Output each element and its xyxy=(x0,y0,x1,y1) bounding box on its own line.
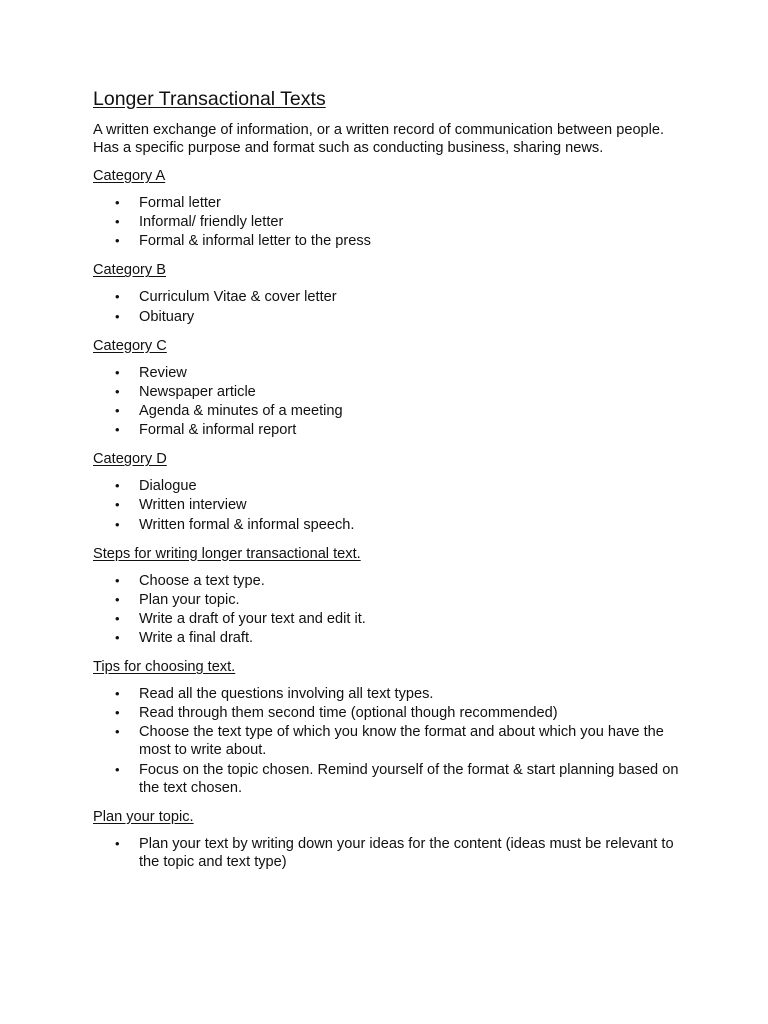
list-item-text: Written interview xyxy=(139,497,247,514)
list-item-text: Formal letter xyxy=(139,195,221,211)
list-item xyxy=(93,194,683,212)
list-item xyxy=(93,288,683,306)
list-item-text: Write a final draft. xyxy=(139,630,254,647)
bullet-list xyxy=(93,194,683,250)
list-item xyxy=(93,629,683,647)
list-item xyxy=(93,723,683,759)
bullet-icon: • xyxy=(115,630,120,646)
bullet-list xyxy=(93,835,683,871)
bullet-icon: • xyxy=(115,516,120,532)
list-item-text: Obituary xyxy=(139,308,195,325)
bullet-icon: • xyxy=(115,364,120,380)
list-item-text: Write a draft of your text and edit it. xyxy=(139,610,366,627)
list-item xyxy=(93,591,683,609)
list-item xyxy=(93,685,683,703)
list-item xyxy=(93,232,683,250)
list-item-text: Agenda & minutes of a meeting xyxy=(139,402,343,419)
list-item-text: Written formal & informal speech. xyxy=(139,516,355,533)
bullet-icon: • xyxy=(115,497,120,513)
list-item xyxy=(93,835,683,871)
list-item xyxy=(93,364,683,382)
list-item-text: Read through them second time (optional though recommended) xyxy=(139,705,558,722)
section-heading: Category D xyxy=(93,451,167,468)
document-page xyxy=(93,86,683,882)
bullet-icon: • xyxy=(115,422,120,438)
list-item-text: Newspaper article xyxy=(139,383,256,400)
list-item xyxy=(93,496,683,514)
bullet-icon: • xyxy=(115,402,120,418)
list-item-text: Choose a text type. xyxy=(139,572,265,589)
bullet-list xyxy=(93,288,683,325)
section-heading: Category B xyxy=(93,262,167,279)
list-item xyxy=(93,402,683,420)
bullet-icon: • xyxy=(115,214,120,230)
list-item-text: Read all the questions involving all text types. xyxy=(139,686,434,703)
sections-container xyxy=(93,167,683,871)
list-item xyxy=(93,421,683,439)
section-heading: Tips for choosing text. xyxy=(93,659,236,676)
list-item-text: Formal & informal letter to the press xyxy=(139,233,371,250)
list-item xyxy=(93,213,683,231)
bullet-list xyxy=(93,364,683,440)
list-item xyxy=(93,516,683,534)
page-title: Longer Transactional Texts xyxy=(93,88,326,110)
bullet-icon: • xyxy=(115,233,120,249)
list-item xyxy=(93,610,683,628)
list-item-text: Choose the text type of which you know the format and about which you have the most to write about. xyxy=(139,724,664,759)
list-item-text: Review xyxy=(139,364,187,381)
bullet-icon: • xyxy=(115,591,120,607)
list-item xyxy=(93,308,683,326)
list-item-text: Informal/ friendly letter xyxy=(139,214,284,231)
bullet-icon: • xyxy=(115,705,120,721)
section-heading: Category A xyxy=(93,168,166,184)
bullet-icon: • xyxy=(115,572,120,588)
list-item-text: Plan your text by writing down your ideas for the content (ideas must be relevant to the topic and text type) xyxy=(139,835,674,870)
list-item xyxy=(93,477,683,495)
bullet-icon: • xyxy=(115,289,120,305)
bullet-icon: • xyxy=(115,835,120,851)
bullet-icon: • xyxy=(115,383,120,399)
list-item xyxy=(93,704,683,722)
list-item xyxy=(93,383,683,401)
bullet-icon: • xyxy=(115,308,120,324)
bullet-icon: • xyxy=(115,724,120,740)
list-item-text: Plan your topic. xyxy=(139,591,240,608)
bullet-icon: • xyxy=(115,686,120,702)
list-item-text: Curriculum Vitae & cover letter xyxy=(139,289,337,306)
section-heading: Category C xyxy=(93,337,167,354)
bullet-icon: • xyxy=(115,195,120,210)
section-heading: Plan your topic. xyxy=(93,808,194,825)
list-item xyxy=(93,761,683,797)
section-heading: Steps for writing longer transactional text. xyxy=(93,545,361,562)
bullet-icon: • xyxy=(115,610,120,626)
intro-paragraph: A written exchange of information, or a written record of communication between people. Has a specific purpose and format such as conducting business, sharing news. xyxy=(93,122,665,156)
bullet-icon: • xyxy=(115,478,120,494)
bullet-list xyxy=(93,477,683,533)
list-item-text: Focus on the topic chosen. Remind yourself of the format & start planning based on the text chosen. xyxy=(139,761,679,796)
list-item xyxy=(93,572,683,590)
bullet-list xyxy=(93,685,683,797)
list-item-text: Dialogue xyxy=(139,478,197,495)
list-item-text: Formal & informal report xyxy=(139,422,297,439)
bullet-icon: • xyxy=(115,761,120,777)
bullet-list xyxy=(93,572,683,648)
